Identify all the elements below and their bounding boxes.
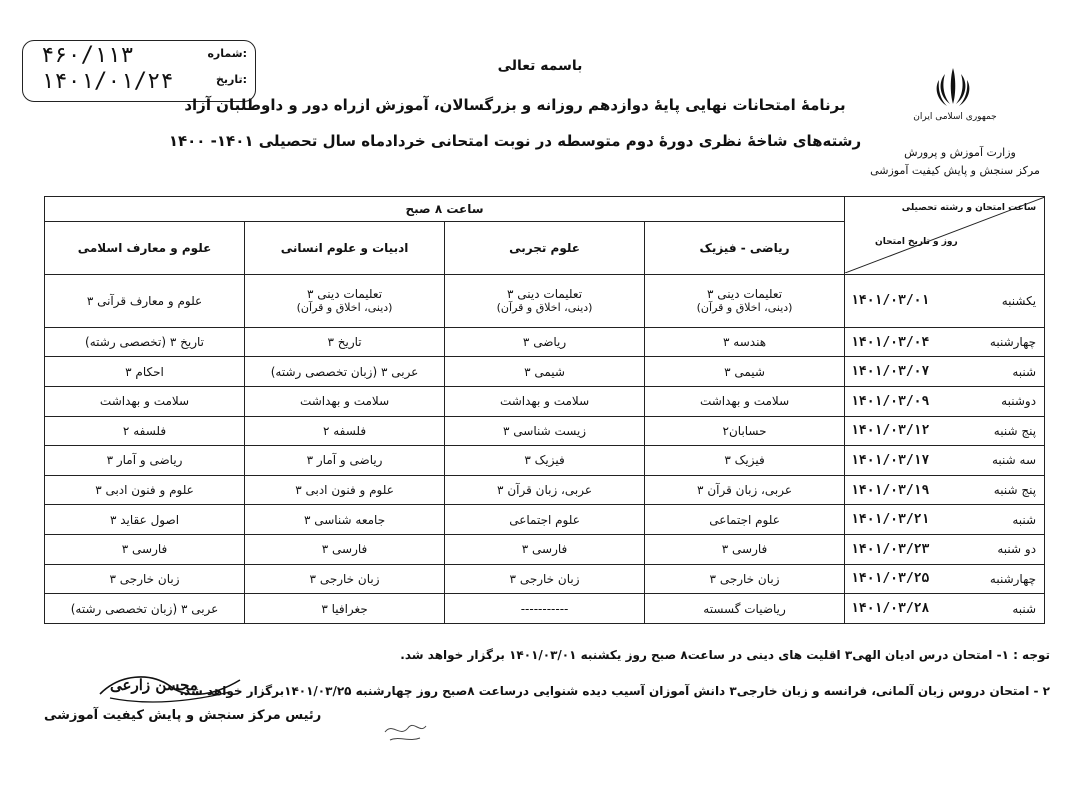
table-row: [45, 386, 1045, 416]
subject-name: تعلیمات دینی ۳: [307, 287, 383, 302]
column-header: ریاضی - فیزیک: [645, 221, 845, 274]
reference-box: [22, 40, 256, 102]
signatory-name: محسن زارعی: [110, 676, 198, 694]
number-label: شماره:: [207, 47, 247, 60]
subject-cell: عربی ۳ (زبان تخصصی رشته): [45, 594, 245, 624]
signatory-title: رئیس مرکز سنجش و پایش کیفیت آموزشی: [44, 708, 322, 723]
subject-cell: زیست شناسی ۳: [445, 416, 645, 446]
date-cell: ۱۴۰۱/۰۳/۲۳: [845, 535, 945, 565]
column-header: علوم تجربی: [445, 221, 645, 274]
table-row: [45, 594, 1045, 624]
date-cell: ۱۴۰۱/۰۳/۲۱: [845, 505, 945, 535]
day-cell: شنبه: [945, 594, 1045, 624]
corner-top-label: ساعت امتحان و رشته تحصیلی: [901, 203, 1037, 213]
subject-cell: زبان خارجی ۳: [445, 564, 645, 594]
date-cell: ۱۴۰۱/۰۳/۱۹: [845, 475, 945, 505]
subject-cell: سلامت و بهداشت: [245, 386, 445, 416]
date-cell: ۱۴۰۱/۰۳/۰۷: [845, 357, 945, 387]
date-label: تاریخ:: [215, 73, 247, 86]
org-country: جمهوری اسلامی ایران: [913, 112, 997, 122]
table-row: [45, 535, 1045, 565]
time-header: ساعت ۸ صبح: [45, 197, 845, 222]
subject-cell: فلسفه ۲: [45, 416, 245, 446]
table-row: [45, 274, 1045, 327]
subject-cell: فارسی ۳: [645, 535, 845, 565]
day-cell: یکشنبه: [945, 274, 1045, 327]
corner-bottom-label: روز و تاریخ امتحان: [875, 237, 958, 247]
title-line-2: رشته‌های شاخهٔ نظری دورهٔ دوم متوسطه در نوبت امتحانی خردادماه سال تحصیلی ۱۴۰۱- ۱۴۰۰: [168, 132, 862, 150]
subject-note: (دینی، اخلاق و قرآن): [296, 301, 393, 315]
table-row: [45, 446, 1045, 476]
day-cell: دو شنبه: [945, 535, 1045, 565]
subject-cell: اصول عقاید ۳: [45, 505, 245, 535]
table-row: [45, 357, 1045, 387]
subject-cell: حسابان۲: [645, 416, 845, 446]
subject-cell: عربی ۳ (زبان تخصصی رشته): [245, 357, 445, 387]
subject-cell: فیزیک ۳: [445, 446, 645, 476]
subject-cell: فارسی ۳: [45, 535, 245, 565]
table-row: [45, 327, 1045, 357]
subject-cell: فارسی ۳: [445, 535, 645, 565]
basmala: باسمه تعالی: [497, 58, 583, 74]
table-row: [45, 564, 1045, 594]
subject-cell: سلامت و بهداشت: [645, 386, 845, 416]
subject-cell: -----------: [445, 594, 645, 624]
subject-cell: ریاضی ۳: [445, 327, 645, 357]
date-cell: ۱۴۰۱/۰۳/۰۴: [845, 327, 945, 357]
subject-cell: علوم اجتماعی: [645, 505, 845, 535]
title-line-1: برنامهٔ امتحانات نهایی پایهٔ دوازدهم روزانه و بزرگسالان، آموزش ازراه دور و داوطلبان آزاد: [184, 96, 846, 114]
note-1: توجه : ۱- امتحان درس ادیان الهی۳ اقلیت های دینی در ساعت۸ صبح روز یکشنبه ۱۴۰۱/۰۳/۰۱ برگزار خواهد شد.: [400, 648, 1050, 662]
exam-schedule-table: [44, 196, 1045, 624]
day-cell: پنج شنبه: [945, 416, 1045, 446]
note-2: ۲ - امتحان دروس زبان آلمانی، فرانسه و زبان خارجی۳ دانش آموزان آسیب دیده شنوایی درساعت ۸صبح روز چهارشنبه ۱۴۰۱/۰۳/۲۵برگزار خواهد شد.: [179, 684, 1050, 698]
org-center: مرکز سنجش و پایش کیفیت آموزشی: [870, 164, 1040, 177]
subject-cell: زبان خارجی ۳: [245, 564, 445, 594]
day-cell: چهارشنبه: [945, 327, 1045, 357]
table-row: [45, 475, 1045, 505]
subject-cell: ریاضیات گسسته: [645, 594, 845, 624]
subject-cell: علوم اجتماعی: [445, 505, 645, 535]
day-cell: پنج شنبه: [945, 475, 1045, 505]
table-row: [45, 505, 1045, 535]
subject-name: تعلیمات دینی ۳: [507, 287, 583, 302]
date-cell: ۱۴۰۱/۰۳/۲۸: [845, 594, 945, 624]
date-cell: ۱۴۰۱/۰۳/۰۱: [845, 274, 945, 327]
subject-cell: جامعه شناسی ۳: [245, 505, 445, 535]
table-corner-header: [845, 197, 1045, 275]
subject-cell: [445, 274, 645, 327]
subject-cell: احکام ۳: [45, 357, 245, 387]
subject-cell: [245, 274, 445, 327]
subject-cell: زبان خارجی ۳: [45, 564, 245, 594]
subject-cell: شیمی ۳: [445, 357, 645, 387]
date-cell: ۱۴۰۱/۰۳/۱۷: [845, 446, 945, 476]
day-cell: سه شنبه: [945, 446, 1045, 476]
column-header: ادبیات و علوم انسانی: [245, 221, 445, 274]
subject-cell: عربی، زبان قرآن ۳: [645, 475, 845, 505]
subject-cell: علوم و فنون ادبی ۳: [45, 475, 245, 505]
column-header: علوم و معارف اسلامی: [45, 221, 245, 274]
subject-cell: فیزیک ۳: [645, 446, 845, 476]
subject-note: (دینی، اخلاق و قرآن): [496, 301, 593, 315]
date-cell: ۱۴۰۱/۰۳/۱۲: [845, 416, 945, 446]
table-row: [45, 416, 1045, 446]
subject-cell: تاریخ ۳ (تخصصی رشته): [45, 327, 245, 357]
date-cell: ۱۴۰۱/۰۳/۰۹: [845, 386, 945, 416]
subject-cell: هندسه ۳: [645, 327, 845, 357]
subject-name: علوم و معارف قرآنی ۳: [86, 293, 203, 308]
subject-note: (دینی، اخلاق و قرآن): [696, 301, 793, 315]
subject-cell: تاریخ ۳: [245, 327, 445, 357]
subject-cell: جغرافیا ۳: [245, 594, 445, 624]
day-cell: شنبه: [945, 505, 1045, 535]
date-value: ۱۴۰۱/۰۱/۲۴: [41, 69, 174, 94]
subject-cell: فارسی ۳: [245, 535, 445, 565]
number-value: ۴۶۰/۱۱۳: [41, 43, 134, 68]
subject-cell: زبان خارجی ۳: [645, 564, 845, 594]
subject-cell: ریاضی و آمار ۳: [45, 446, 245, 476]
day-cell: چهارشنبه: [945, 564, 1045, 594]
subject-cell: عربی، زبان قرآن ۳: [445, 475, 645, 505]
day-cell: شنبه: [945, 357, 1045, 387]
subject-cell: [45, 274, 245, 327]
subject-name: تعلیمات دینی ۳: [707, 287, 783, 302]
subject-cell: شیمی ۳: [645, 357, 845, 387]
subject-cell: سلامت و بهداشت: [445, 386, 645, 416]
subject-cell: فلسفه ۲: [245, 416, 445, 446]
org-ministry: وزارت آموزش و پرورش: [904, 146, 1016, 159]
subject-cell: سلامت و بهداشت: [45, 386, 245, 416]
subject-cell: ریاضی و آمار ۳: [245, 446, 445, 476]
day-cell: دوشنبه: [945, 386, 1045, 416]
initials-scribble-icon: [380, 712, 430, 746]
subject-cell: [645, 274, 845, 327]
date-cell: ۱۴۰۱/۰۳/۲۵: [845, 564, 945, 594]
subject-cell: علوم و فنون ادبی ۳: [245, 475, 445, 505]
iran-emblem-icon: [930, 64, 976, 110]
